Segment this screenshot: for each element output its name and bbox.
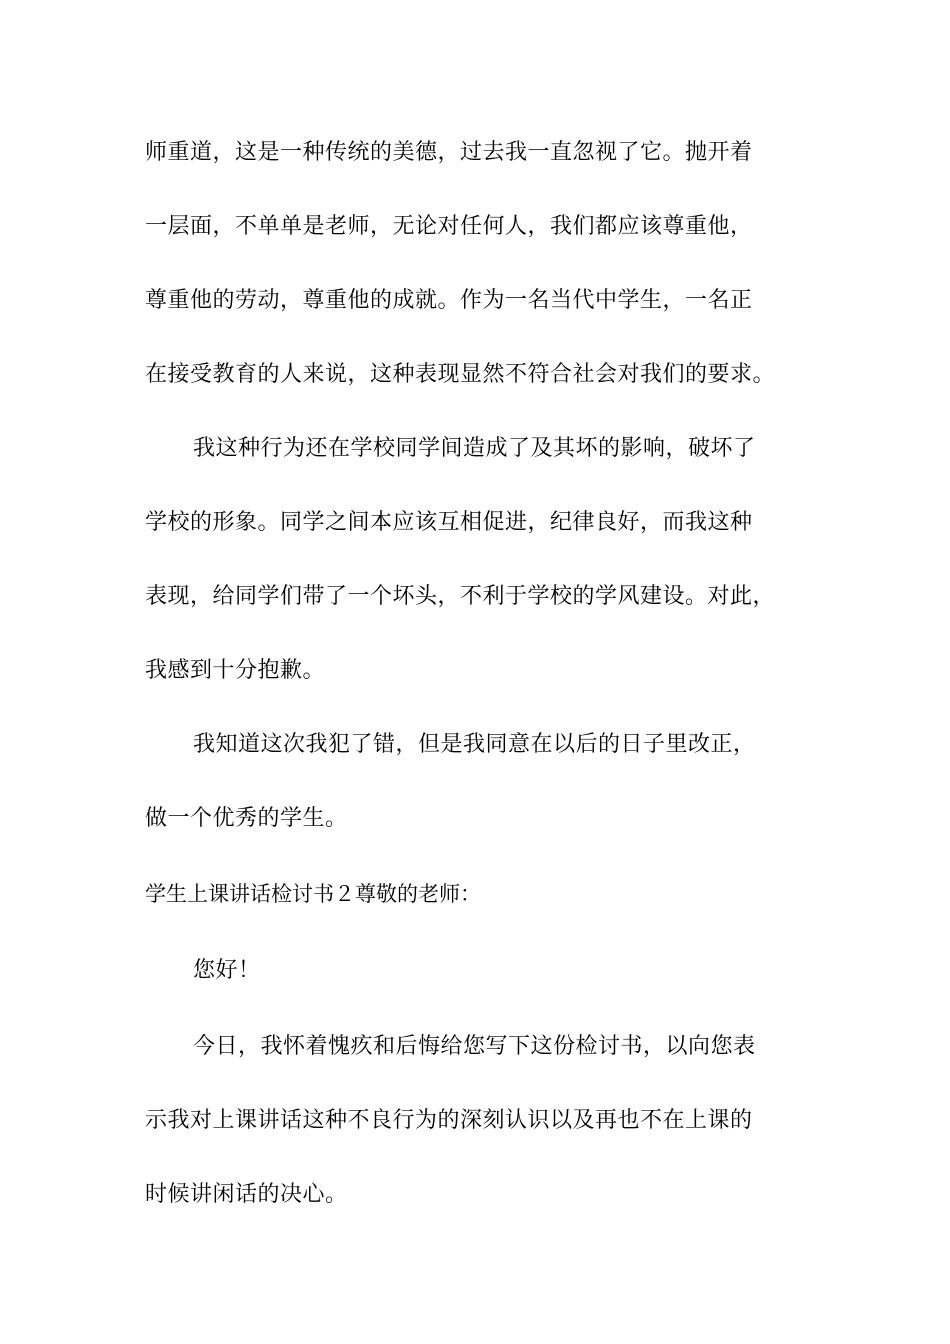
paragraph-line: 尊重他的劳动，尊重他的成就。作为一名当代中学生，一名正 xyxy=(145,288,753,313)
paragraph-line: 一层面，不单单是老师，无论对任何人，我们都应该尊重他， xyxy=(145,214,753,239)
paragraph-line: 师重道，这是一种传统的美德，过去我一直忽视了它。抛开着 xyxy=(145,140,753,165)
paragraph-line: 今日，我怀着愧疚和后悔给您写下这份检讨书，以向您表 xyxy=(193,1034,756,1059)
greeting-line: 您好！ xyxy=(193,958,261,983)
paragraph-line: 学校的形象。同学之间本应该互相促进，纪律良好，而我这种 xyxy=(145,510,753,535)
paragraph-line: 我知道这次我犯了错，但是我同意在以后的日子里改正， xyxy=(193,732,756,757)
paragraph-line: 时候讲闲话的决心。 xyxy=(145,1182,348,1207)
paragraph-line: 我这种行为还在学校同学间造成了及其坏的影响，破坏了 xyxy=(193,436,756,461)
paragraph-line: 表现，给同学们带了一个坏头，不利于学校的学风建设。对此， xyxy=(145,584,776,609)
paragraph-line: 在接受教育的人来说，这种表现显然不符合社会对我们的要求。 xyxy=(145,362,776,387)
paragraph-line: 示我对上课讲话这种不良行为的深刻认识以及再也不在上课的 xyxy=(145,1108,753,1133)
paragraph-line: 我感到十分抱歉。 xyxy=(145,658,326,683)
paragraph-line: 做一个优秀的学生。 xyxy=(145,806,348,831)
section-heading: 学生上课讲话检讨书２尊敬的老师： xyxy=(145,882,481,906)
